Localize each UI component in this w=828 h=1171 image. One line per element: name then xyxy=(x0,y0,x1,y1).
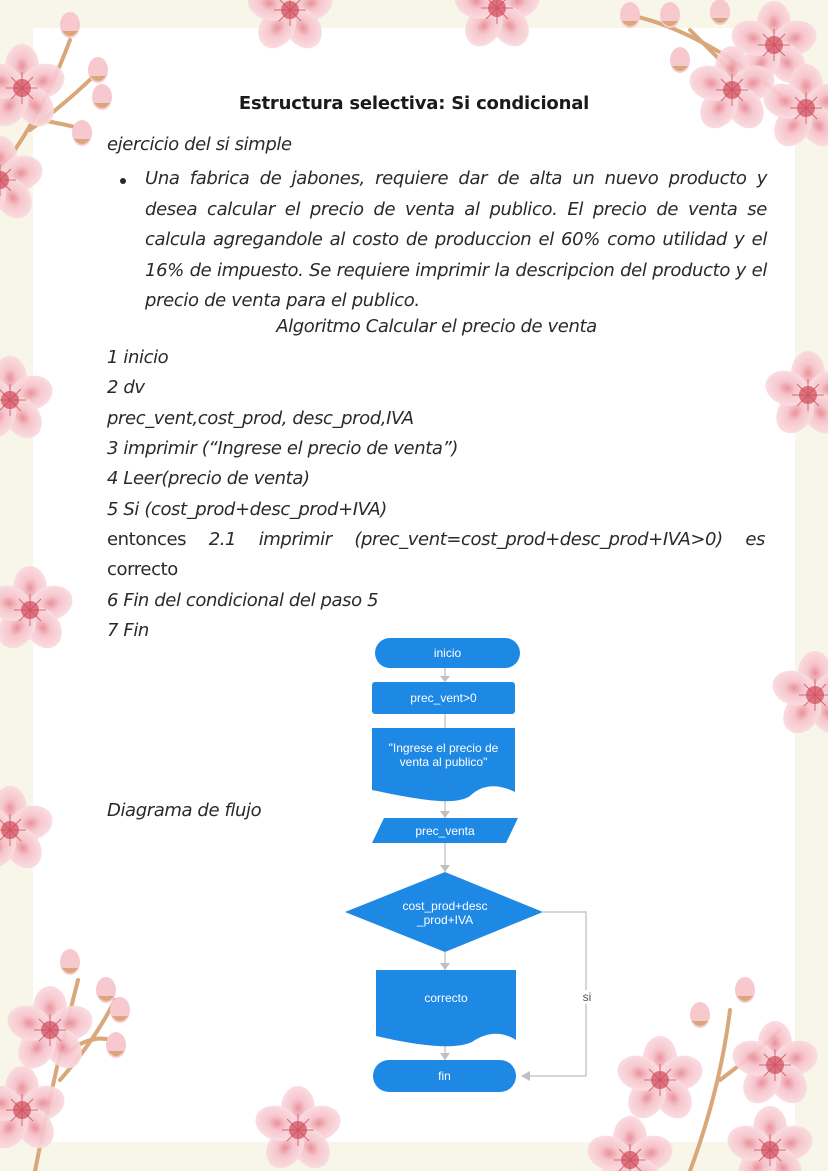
then-substep: 2.1 xyxy=(208,529,237,550)
algorithm-title: Algoritmo Calcular el precio de venta xyxy=(276,316,597,337)
algorithm-step: 3 imprimir (“Ingrese el precio de venta”) xyxy=(107,438,459,459)
algorithm-step: 2 dv xyxy=(107,377,145,398)
algorithm-step: 5 Si (cost_prod+desc_prod+IVA) xyxy=(107,499,387,520)
output-label-line2: venta al publico" xyxy=(399,755,488,769)
then-expression: (prec_vent=cost_prod+desc_prod+IVA>0) xyxy=(354,529,723,550)
problem-statement: Una fabrica de jabones, requiere dar de alta un nuevo producto y desea calcular el precio de venta al publico. El precio de venta se calcula agregandole al costo de produccion el 60% como utilidad y el 16% de impuesto. Se requiere imprimir la descripcion del producto y el precio de venta para el publico. xyxy=(145,168,767,311)
then-keyword: entonces xyxy=(107,529,187,550)
decision-label-line1: cost_prod+desc xyxy=(402,899,488,913)
diagram-label: Diagrama de flujo xyxy=(107,800,262,821)
process-label: prec_vent>0 xyxy=(410,691,477,705)
end-label: fin xyxy=(438,1069,451,1083)
then-print: imprimir xyxy=(258,529,332,550)
page-title: Estructura selectiva: Si condicional xyxy=(238,93,590,114)
algorithm-step: 1 inicio xyxy=(107,347,169,368)
output-label-line1: "Ingrese el precio de xyxy=(388,741,499,755)
algorithm-step: 7 Fin xyxy=(107,620,149,641)
algorithm-step: 4 Leer(precio de venta) xyxy=(107,468,310,489)
algorithm-step: prec_vent,cost_prod, desc_prod,IVA xyxy=(107,408,414,429)
algorithm-step: 6 Fin del condicional del paso 5 xyxy=(107,590,379,611)
algorithm-step-continuation: correcto xyxy=(107,559,178,580)
decision-label-line2: _prod+IVA xyxy=(416,913,474,927)
exercise-subtitle: ejercicio del si simple xyxy=(107,134,292,155)
start-label: inicio xyxy=(433,646,462,660)
result-label: correcto xyxy=(424,991,468,1005)
branch-label-si: si xyxy=(578,990,596,1004)
result-document xyxy=(376,970,516,1046)
then-es: es xyxy=(745,529,765,550)
input-label: prec_venta xyxy=(415,824,475,838)
